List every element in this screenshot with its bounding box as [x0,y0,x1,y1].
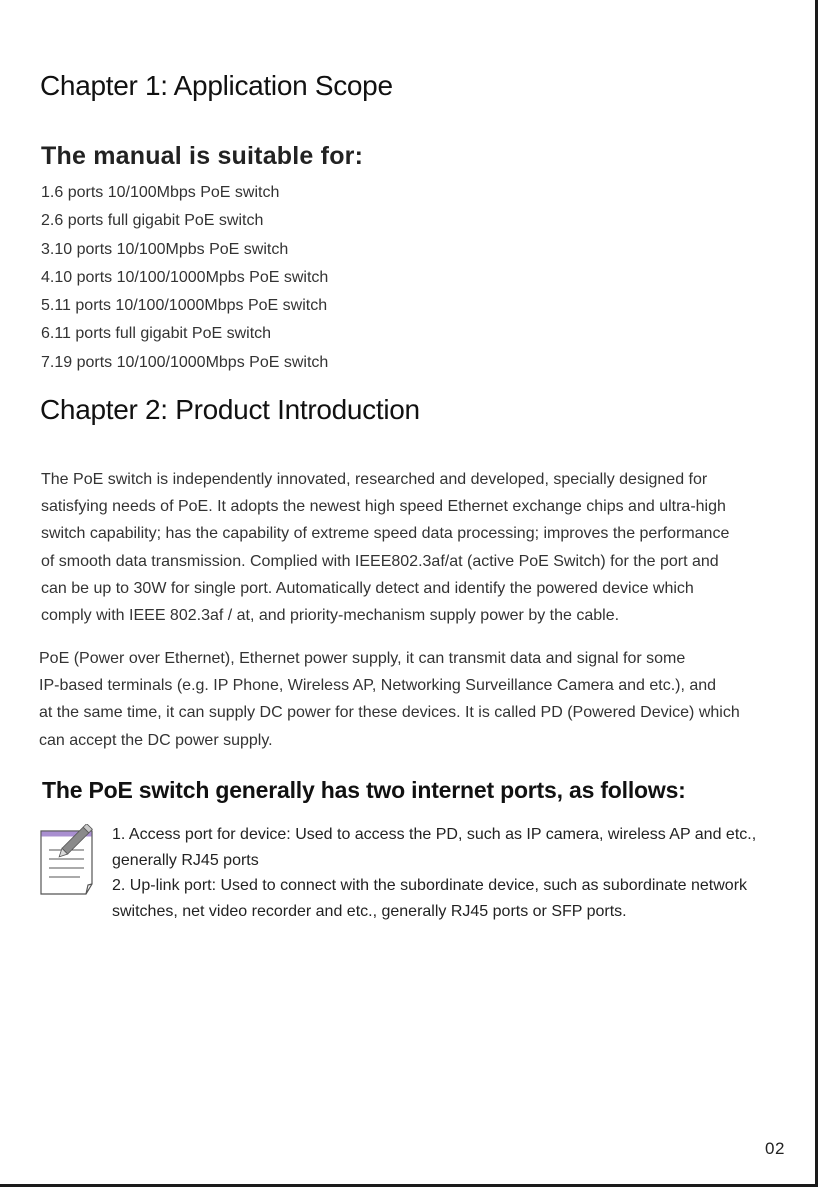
ports-notes [112,822,756,925]
paragraph-line: satisfying needs of PoE. It adopts the newest high speed Ethernet exchange chips and ultra-high [41,498,726,516]
note-line: switches, net video recorder and etc., generally RJ45 ports or SFP ports. [112,903,627,921]
paragraph-line: comply with IEEE 802.3af / at, and priority-mechanism supply power by the cable. [41,607,620,625]
scope-list [41,180,328,378]
intro-paragraph [41,466,729,629]
poe-paragraph [39,645,740,754]
paragraph-line: The PoE switch is independently innovated, researched and developed, specially designed for [41,471,708,488]
paragraph-line: at the same time, it can supply DC power for these devices. It is called PD (Powered Device) which [39,704,740,722]
chapter-2-title: Chapter 2: Product Introduction [40,394,420,425]
paragraph-line: of smooth data transmission. Complied with IEEE802.3af/at (active PoE Switch) for the port and [41,552,719,570]
note-line: 2. Up-link port: Used to connect with the subordinate device, such as subordinate network [112,877,748,895]
ports-heading: The PoE switch generally has two internet ports, as follows: [42,777,686,803]
page-number: 02 [765,1139,785,1158]
note-line: 1. Access port for device: Used to access the PD, such as IP camera, wireless AP and etc., [112,826,757,843]
list-item: 2.6 ports full gigabit PoE switch [41,212,264,230]
list-item: 4.10 ports 10/100/1000Mpbs PoE switch [41,268,329,286]
note-pencil-icon [40,824,104,896]
list-item: 3.10 ports 10/100Mpbs PoE switch [41,240,289,258]
list-item: 6.11 ports full gigabit PoE switch [41,325,272,343]
list-item: 7.19 ports 10/100/1000Mbps PoE switch [41,353,329,371]
chapter-1-title: Chapter 1: Application Scope [40,70,393,101]
list-item: 1.6 ports 10/100Mbps PoE switch [41,184,280,201]
paragraph-line: can accept the DC power supply. [39,731,273,749]
note-line: generally RJ45 ports [112,851,259,869]
scope-subtitle: The manual is suitable for: [41,142,364,170]
list-item: 5.11 ports 10/100/1000Mbps PoE switch [41,297,328,315]
paragraph-line: switch capability; has the capability of extreme speed data processing; improves the performance [41,525,730,543]
paragraph-line: IP-based terminals (e.g. IP Phone, Wireless AP, Networking Surveillance Camera and etc.), and [39,677,717,695]
paragraph-line: can be up to 30W for single port. Automatically detect and identify the powered device which [41,579,694,597]
paragraph-line: PoE (Power over Ethernet), Ethernet power supply, it can transmit data and signal for some [39,650,686,667]
